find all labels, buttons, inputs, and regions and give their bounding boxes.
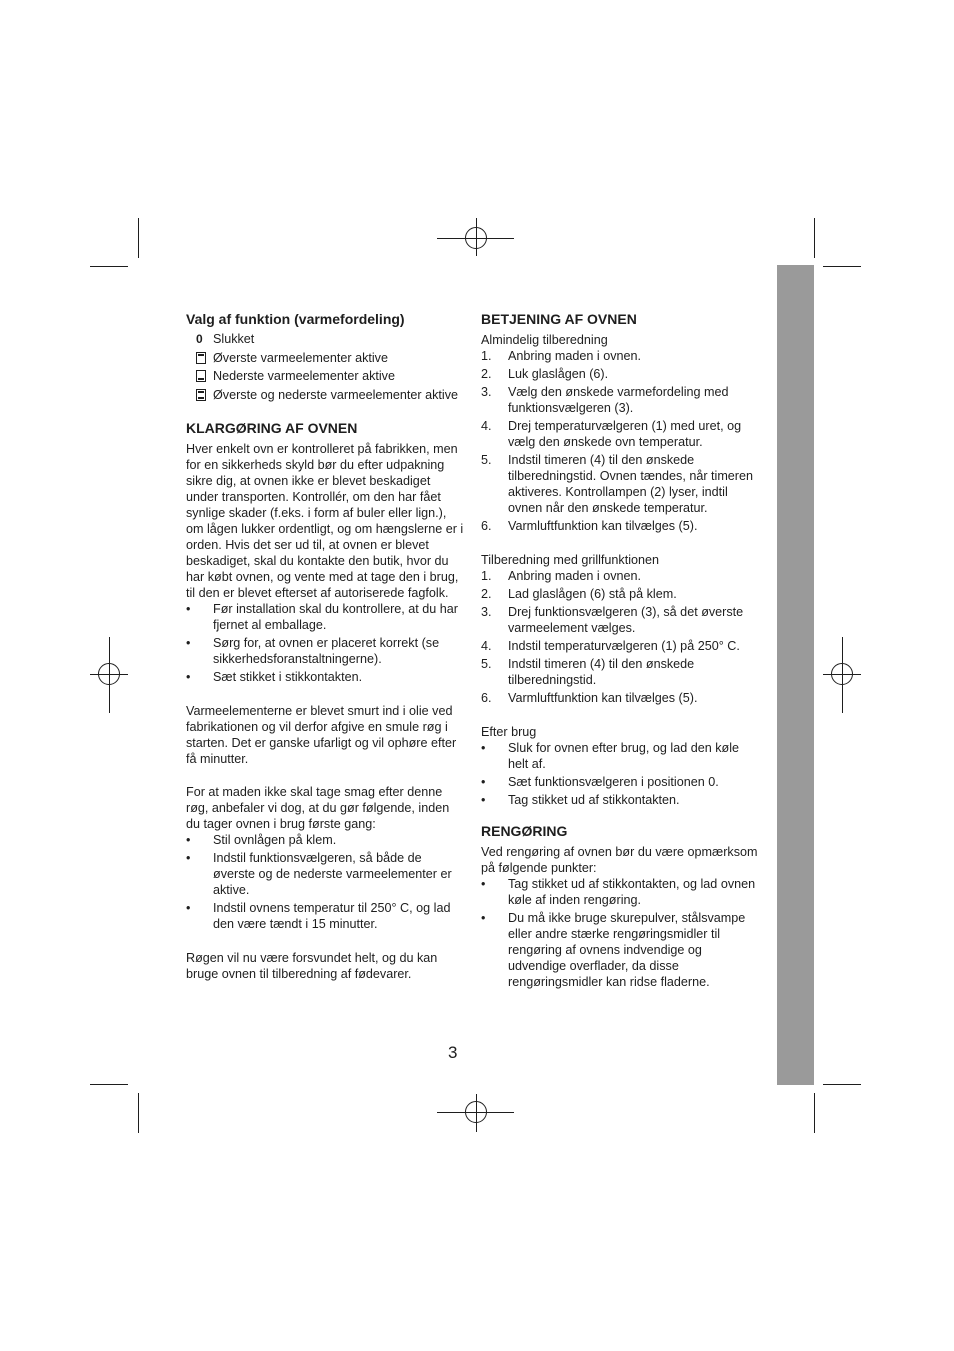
almindelig-steps bbox=[481, 348, 761, 534]
function-label: Nederste varmeelementer aktive bbox=[213, 369, 395, 383]
list-item: • Sluk for ovnen efter brug, og lad den køle helt af. bbox=[481, 741, 740, 771]
rengoring-heading: RENGØRING bbox=[481, 823, 568, 839]
crop-mark bbox=[814, 218, 815, 258]
function-item bbox=[186, 368, 464, 387]
list-item: • Indstil funktionsvælgeren, så både de øverste og de nederste varmeelementer er aktive. bbox=[186, 851, 452, 897]
klargoring-para-4: Røgen vil nu være forsvundet helt, og du kan bruge ovnen til tilberedning af fødevarer. bbox=[186, 951, 438, 981]
top-bottom-heat-icon bbox=[196, 389, 206, 401]
klargoring-bullets-2 bbox=[186, 832, 464, 932]
side-tab bbox=[777, 265, 814, 1085]
right-column bbox=[481, 310, 761, 990]
top-heat-icon bbox=[196, 352, 206, 364]
crop-mark bbox=[814, 1093, 815, 1133]
list-item: 2. Luk glaslågen (6). bbox=[481, 367, 609, 381]
klargoring-intro: Hver enkelt ovn er kontrolleret på fabrikken, men for en sikkerheds skyld bør du efter udpakning sikre dig, at ovnen ikke er blevet beskadiget under transporten. Kontrollér, om den har fået synlige skader (f.eks. i form af buler eller lign.), om lågen lukker ordentligt, og om hængslerne er i orden. Hvis det ser ud til, at ovnen er blevet beskadiget, skal du kontakte den butik, hvor du har købt ovnen, og vente med at tage den i brug, til den er blevet efterset af autoriserede fagfolk. bbox=[186, 442, 464, 600]
bottom-heat-icon bbox=[196, 370, 206, 382]
page-number: 3 bbox=[448, 1043, 458, 1062]
crop-mark bbox=[90, 1084, 128, 1085]
almindelig-subheading: Almindelig tilberedning bbox=[481, 333, 608, 347]
function-item bbox=[186, 387, 464, 406]
crop-mark bbox=[138, 1093, 139, 1133]
efter-bullets bbox=[481, 740, 761, 808]
crop-mark bbox=[90, 266, 128, 267]
betjening-heading: BETJENING AF OVNEN bbox=[481, 311, 637, 327]
list-item: • Sørg for, at ovnen er placeret korrekt (se sikkerhedsforanstaltningerne). bbox=[186, 636, 440, 666]
list-item: • Indstil ovnens temperatur til 250° C, og lad den være tændt i 15 minutter. bbox=[186, 901, 451, 931]
list-item: 6. Varmluftfunktion kan tilvælges (5). bbox=[481, 519, 698, 533]
list-item: 1. Anbring maden i ovnen. bbox=[481, 349, 642, 363]
rengoring-bullets bbox=[481, 876, 761, 990]
list-item: • Tag stikket ud af stikkontakten, og lad ovnen køle af inden rengøring. bbox=[481, 877, 756, 907]
grill-subheading: Tilberedning med grillfunktionen bbox=[481, 553, 660, 567]
function-label: Øverste og nederste varmeelementer aktive bbox=[213, 387, 458, 402]
klargoring-para-2: Varmeelementerne er blevet smurt ind i olie ved fabrikationen og vil derfor afgive en smule røg i starten. Det er ganske ufarligt og vil ophøre efter få minutter. bbox=[186, 704, 457, 766]
list-item: 5. Indstil timeren (4) til den ønskede tilberedningstid. bbox=[481, 657, 695, 687]
list-item: 6. Varmluftfunktion kan tilvælges (5). bbox=[481, 691, 698, 705]
function-item bbox=[186, 350, 464, 369]
list-item: • Stil ovnlågen på klem. bbox=[186, 833, 337, 847]
list-item: • Sæt stikket i stikkontakten. bbox=[186, 670, 363, 684]
crop-mark bbox=[823, 1084, 861, 1085]
list-item: 5. Indstil timeren (4) til den ønskede tilberedningstid. Ovnen tændes, når timeren aktiveres. Kontrollampen (2) lyser, indtil ovnen når den ønskede temperatur. bbox=[481, 453, 754, 515]
function-label: Slukket bbox=[213, 332, 255, 346]
klargoring-para-3: For at maden ikke skal tage smag efter denne røg, anbefaler vi dog, at du gør følgende, inden du tager ovnen i brug første gang: bbox=[186, 785, 450, 831]
funktion-list bbox=[186, 331, 464, 405]
list-item: • Du må ikke bruge skurepulver, stålsvampe eller andre stærke rengøringsmidler til rengøring af ovnens indvendige og udvendige overflader, da disse rengøringsmidler kan ridse fladerne. bbox=[481, 911, 746, 989]
funktion-heading: Valg af funktion (varmefordeling) bbox=[186, 311, 405, 327]
list-item: 3. Drej funktionsvælgeren (3), så det øverste varmeelement vælges. bbox=[481, 605, 744, 635]
crop-mark bbox=[138, 218, 139, 258]
list-item: • Tag stikket ud af stikkontakten. bbox=[481, 793, 680, 807]
off-symbol: 0 bbox=[196, 332, 203, 346]
crop-mark bbox=[823, 266, 861, 267]
klargoring-bullets-1 bbox=[186, 601, 464, 685]
list-item: 4. Drej temperaturvælgeren (1) med uret, og vælg den ønskede ovn temperatur. bbox=[481, 419, 742, 449]
list-item: 3. Vælg den ønskede varmefordeling med funktionsvælgeren (3). bbox=[481, 385, 729, 415]
function-item bbox=[186, 331, 464, 350]
list-item: • Før installation skal du kontrollere, at du har fjernet al emballage. bbox=[186, 602, 458, 632]
list-item: 2. Lad glaslågen (6) stå på klem. bbox=[481, 587, 677, 601]
rengoring-intro: Ved rengøring af ovnen bør du være opmærksom på følgende punkter: bbox=[481, 845, 758, 875]
efter-subheading: Efter brug bbox=[481, 725, 537, 739]
list-item: 4. Indstil temperaturvælgeren (1) på 250° C. bbox=[481, 639, 740, 653]
left-column bbox=[186, 310, 464, 982]
list-item: 1. Anbring maden i ovnen. bbox=[481, 569, 642, 583]
grill-steps bbox=[481, 568, 761, 706]
function-label: Øverste varmeelementer aktive bbox=[213, 350, 388, 365]
list-item: • Sæt funktionsvælgeren i positionen 0. bbox=[481, 775, 719, 789]
klargoring-heading: KLARGØRING AF OVNEN bbox=[186, 420, 358, 436]
